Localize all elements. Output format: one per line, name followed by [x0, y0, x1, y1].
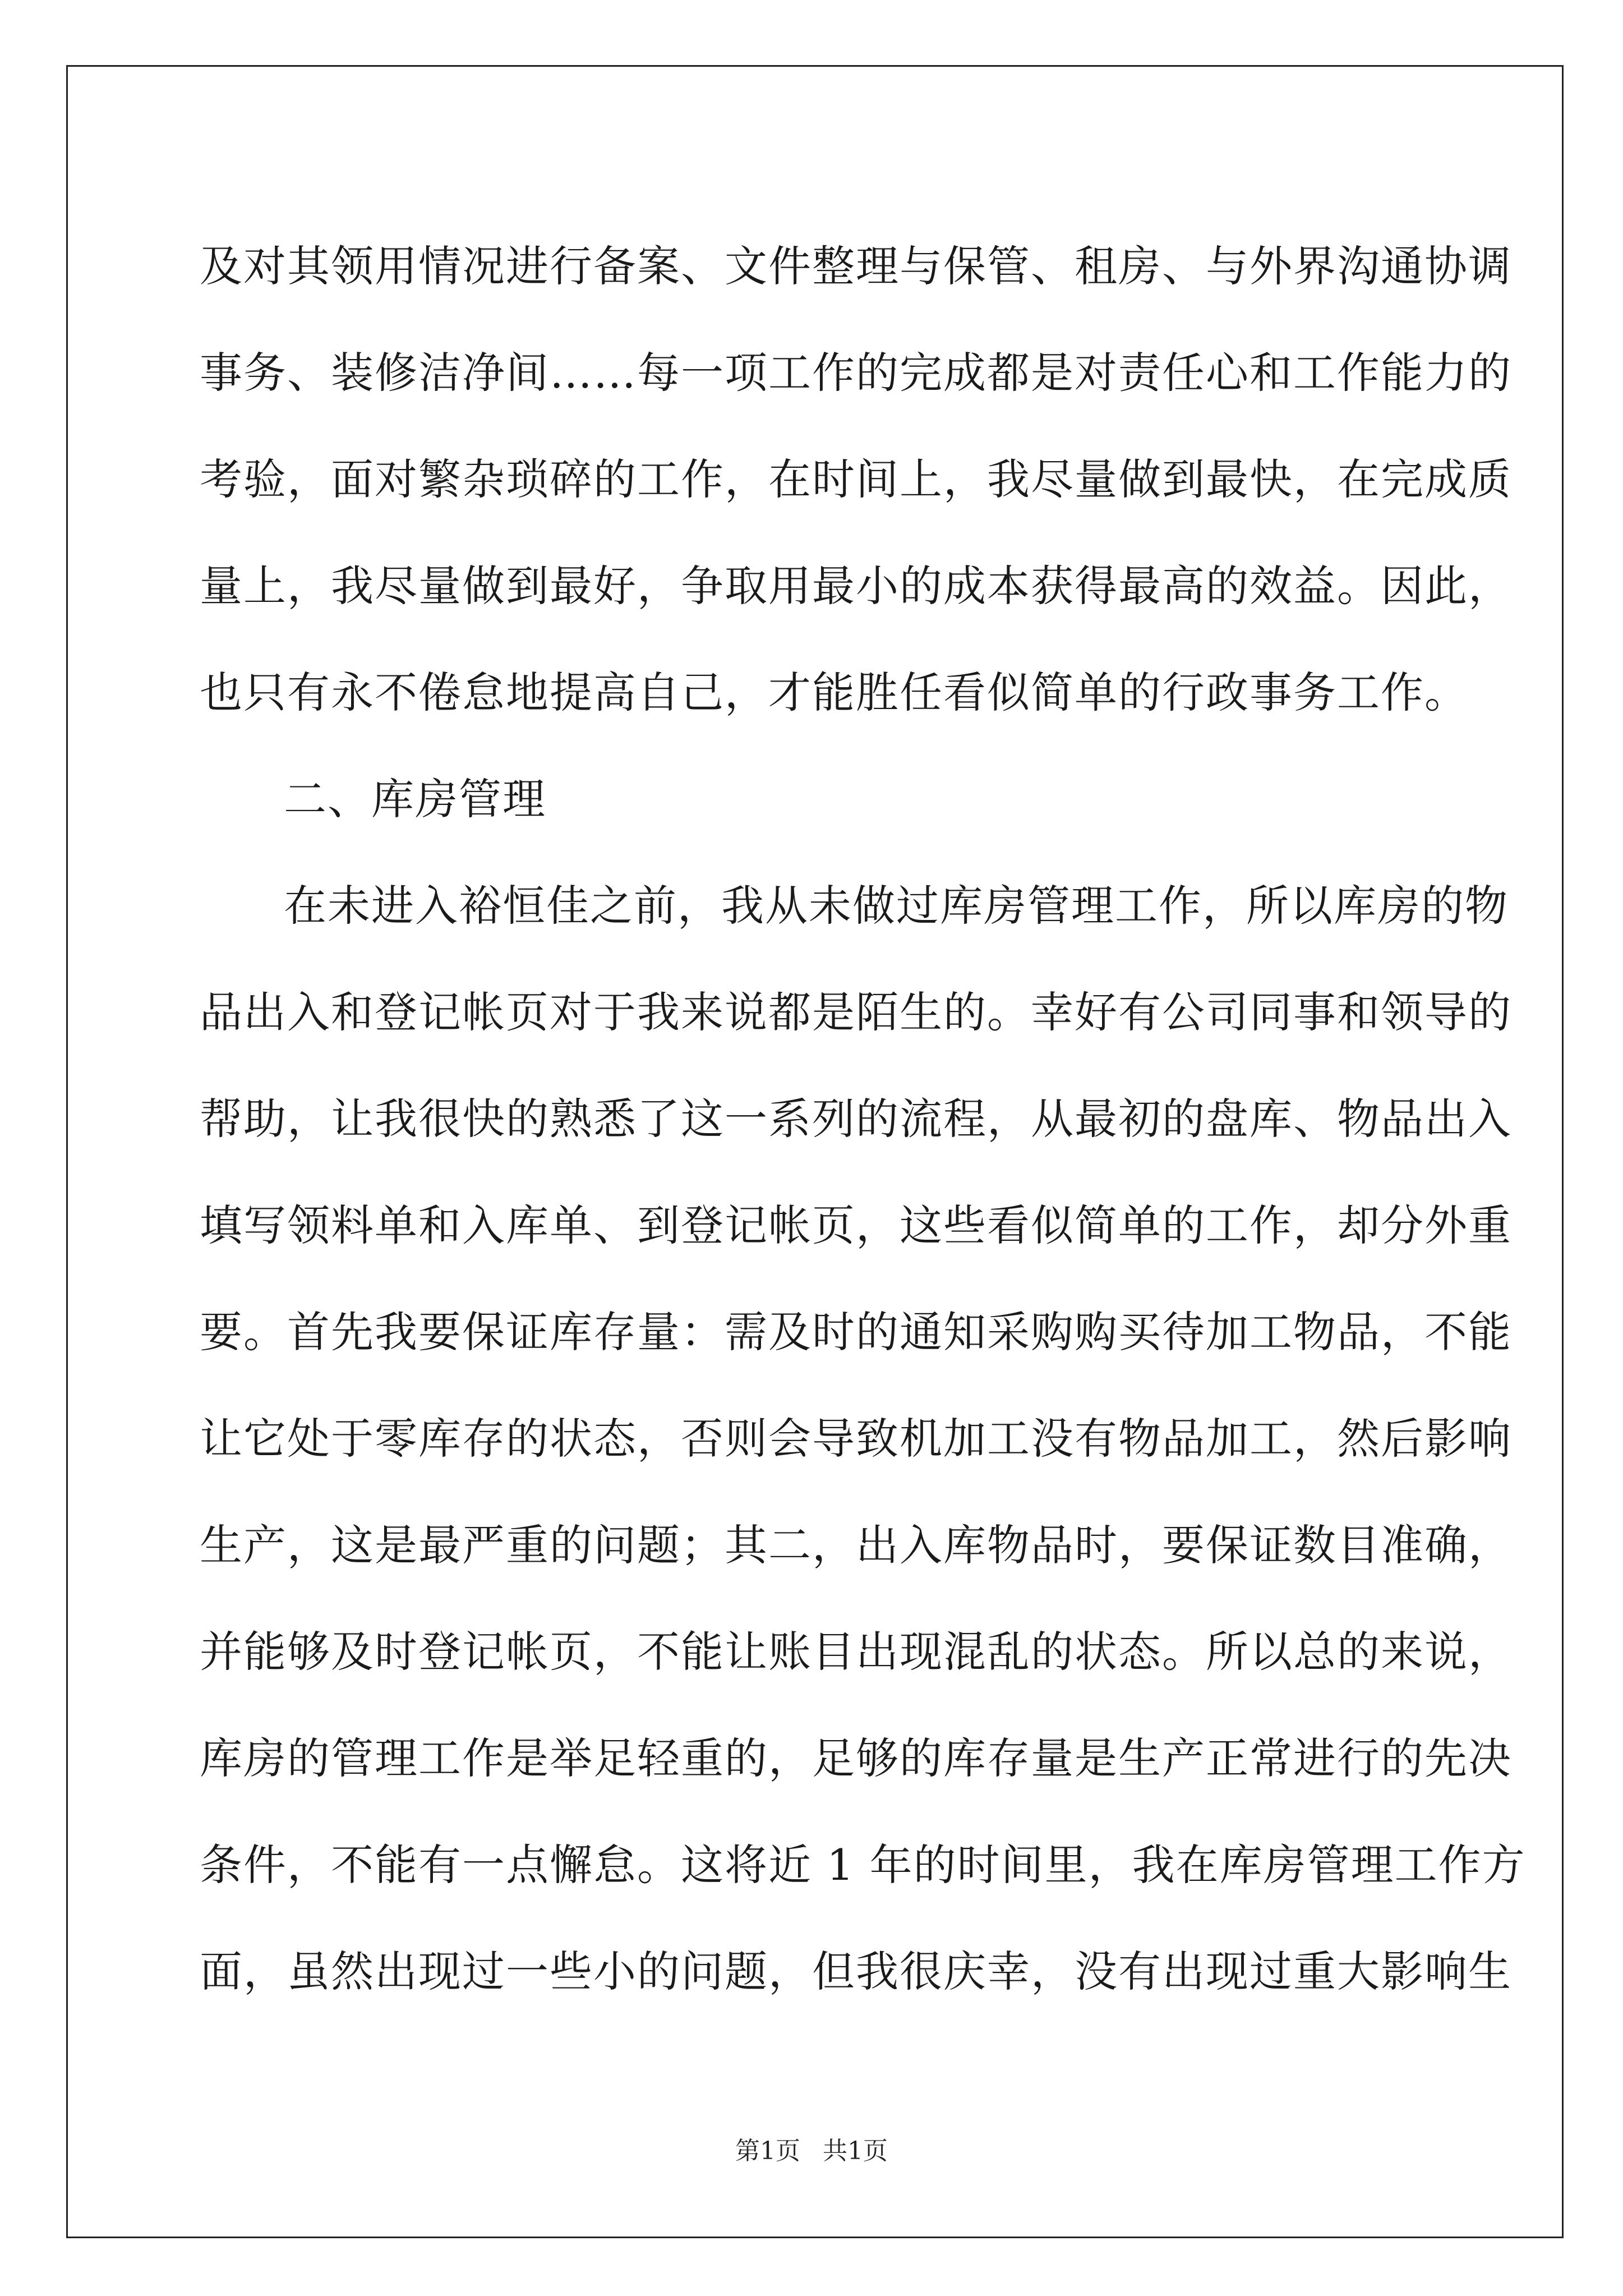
document-body [200, 213, 1526, 2025]
paragraph-line: 库房的管理工作是举足轻重的，足够的库存量是生产正常进行的先决 [200, 1733, 1512, 1783]
paragraph-line: 及对其领用情况进行备案、文件整理与保管、租房、与外界沟通协调 [200, 241, 1512, 291]
paragraph-line: 面，虽然出现过一些小的问题，但我很庆幸，没有出现过重大影响生 [200, 1947, 1512, 1996]
page-total: 共1页 [823, 2137, 888, 2165]
paragraph-line: 事务、装修洁净间……每一项工作的完成都是对责任心和工作能力的 [200, 348, 1512, 398]
paragraph-line: 条件，不能有一点懈怠。这将近 1 年的时间里，我在库房管理工作方 [200, 1840, 1526, 1890]
page-number: 第1页 [735, 2137, 800, 2165]
paragraph-line: 考验，面对繁杂琐碎的工作，在时间上，我尽量做到最快，在完成质 [200, 454, 1512, 504]
paragraph-line: 量上，我尽量做到最好，争取用最小的成本获得最高的效益。因此， [200, 561, 1512, 611]
page-footer [0, 2134, 1623, 2168]
paragraph-line: 填写领料单和入库单、到登记帐页，这些看似简单的工作，却分外重 [200, 1200, 1512, 1250]
paragraph-line: 品出入和登记帐页对于我来说都是陌生的。幸好有公司同事和领导的 [200, 987, 1512, 1037]
paragraph-line: 要。首先我要保证库存量：需及时的通知采购购买待加工物品，不能 [200, 1307, 1512, 1357]
paragraph-line: 让它处于零库存的状态，否则会导致机加工没有物品加工，然后影响 [200, 1414, 1512, 1464]
paragraph-line: 生产，这是最严重的问题；其二，出入库物品时，要保证数目准确， [200, 1520, 1512, 1570]
paragraph-line: 帮助，让我很快的熟悉了这一系列的流程，从最初的盘库、物品出入 [200, 1094, 1512, 1144]
section-heading: 二、库房管理 [284, 774, 546, 824]
paragraph-line: 也只有永不倦怠地提高自己，才能胜任看似简单的行政事务工作。 [200, 668, 1468, 717]
paragraph-line: 在未进入裕恒佳之前，我从未做过库房管理工作，所以库房的物 [284, 881, 1509, 931]
paragraph-line: 并能够及时登记帐页，不能让账目出现混乱的状态。所以总的来说， [200, 1627, 1512, 1677]
